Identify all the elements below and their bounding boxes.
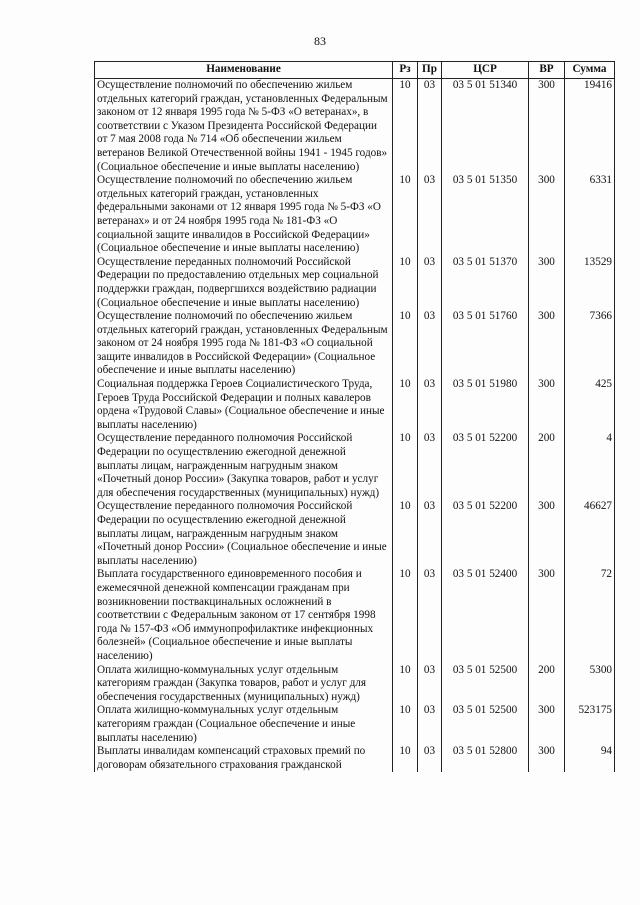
row-vr: 300 — [529, 310, 565, 378]
row-name: Осуществление переданного полномочия Российской Федерации по осуществлению ежегодной денежной выплаты лицам, награжденным нагрудным знаком «Почетный донор России» (Социальное обеспечение и иные выплаты населению) — [95, 500, 393, 568]
row-vr: 200 — [529, 432, 565, 500]
header-sum: Сумма — [565, 62, 615, 79]
row-name: Оплата жилищно-коммунальных услуг отдельным категориям граждан (Закупка товаров, работ и услуг для обеспечения государственных (муниципальных) нужд) — [95, 664, 393, 705]
row-sum: 13529 — [565, 256, 615, 310]
header-csr: ЦСР — [442, 62, 529, 79]
row-rz: 10 — [393, 745, 418, 772]
row-csr: 03 5 01 52800 — [442, 745, 529, 772]
row-pr: 03 — [418, 704, 442, 745]
row-sum: 7366 — [565, 310, 615, 378]
row-sum: 523175 — [565, 704, 615, 745]
table-row — [95, 174, 615, 256]
row-pr: 03 — [418, 432, 442, 500]
table-row — [95, 745, 615, 772]
row-sum: 46627 — [565, 500, 615, 568]
table-row — [95, 704, 615, 745]
row-csr: 03 5 01 51980 — [442, 378, 529, 432]
budget-table — [94, 61, 615, 772]
row-vr: 300 — [529, 174, 565, 256]
row-sum: 6331 — [565, 174, 615, 256]
row-pr: 03 — [418, 745, 442, 772]
row-name: Осуществление переданного полномочия Российской Федерации по осуществлению ежегодной денежной выплаты лицам, награжденным нагрудным знаком «Почетный донор России» (Закупка товаров, работ и услуг для обеспечения государственных (муниципальных) нужд) — [95, 432, 393, 500]
row-vr: 300 — [529, 704, 565, 745]
header-pr: Пр — [418, 62, 442, 79]
row-csr: 03 5 01 52400 — [442, 568, 529, 663]
row-rz: 10 — [393, 664, 418, 705]
row-sum: 94 — [565, 745, 615, 772]
row-vr: 300 — [529, 256, 565, 310]
row-vr: 300 — [529, 745, 565, 772]
row-csr: 03 5 01 51370 — [442, 256, 529, 310]
row-rz: 10 — [393, 256, 418, 310]
row-csr: 03 5 01 51760 — [442, 310, 529, 378]
header-vr: ВР — [529, 62, 565, 79]
row-pr: 03 — [418, 568, 442, 663]
table-row — [95, 310, 615, 378]
row-rz: 10 — [393, 79, 418, 175]
row-name: Выплаты инвалидам компенсаций страховых премий по договорам обязательного страхования гражданской — [95, 745, 393, 772]
row-name: Осуществление полномочий по обеспечению жильем отдельных категорий граждан, установленных Федеральным законом от 12 января 1995 года № 5-ФЗ «О ветеранах», в соответствии с Указом Президента Российской Федерации от 7 мая 2008 года № 714 «Об обеспечении жильем ветеранов Великой Отечественной войны 1941 - 1945 годов» (Социальное обеспечение и иные выплаты населению) — [95, 79, 393, 175]
row-rz: 10 — [393, 568, 418, 663]
table-row — [95, 664, 615, 705]
row-vr: 300 — [529, 500, 565, 568]
row-sum: 72 — [565, 568, 615, 663]
row-rz: 10 — [393, 432, 418, 500]
row-pr: 03 — [418, 664, 442, 705]
row-name: Выплата государственного единовременного пособия и ежемесячной денежной компенсации гражданам при возникновении поствакцинальных осложнений в соответствии с Федеральным законом от 17 сентября 1998 года № 157-ФЗ «Об иммунопрофилактике инфекционных болезней» (Социальное обеспечение и иные выплаты населению) — [95, 568, 393, 663]
page-number: 83 — [314, 34, 326, 48]
row-pr: 03 — [418, 79, 442, 175]
row-pr: 03 — [418, 256, 442, 310]
row-pr: 03 — [418, 310, 442, 378]
row-sum: 19416 — [565, 79, 615, 175]
row-rz: 10 — [393, 500, 418, 568]
row-rz: 10 — [393, 174, 418, 256]
row-name: Осуществление переданных полномочий Российской Федерации по предоставлению отдельных мер социальной поддержки граждан, подвергшихся воздействию радиации (Социальное обеспечение и иные выплаты населению) — [95, 256, 393, 310]
row-rz: 10 — [393, 310, 418, 378]
row-sum: 4 — [565, 432, 615, 500]
row-vr: 300 — [529, 568, 565, 663]
header-name: Наименование — [95, 62, 393, 79]
row-rz: 10 — [393, 378, 418, 432]
table-row — [95, 79, 615, 175]
row-name: Осуществление полномочий по обеспечению жильем отдельных категорий граждан, установленных Федеральным законом от 24 ноября 1995 года № 181-ФЗ «О социальной защите инвалидов в Российской Федерации» (Социальное обеспечение и иные выплаты населению) — [95, 310, 393, 378]
row-vr: 300 — [529, 378, 565, 432]
row-csr: 03 5 01 52500 — [442, 704, 529, 745]
row-csr: 03 5 01 52200 — [442, 500, 529, 568]
row-name: Социальная поддержка Героев Социалистического Труда, Героев Труда Российской Федерации и полных кавалеров ордена «Трудовой Славы» (Социальное обеспечение и иные выплаты населению) — [95, 378, 393, 432]
row-sum: 425 — [565, 378, 615, 432]
row-csr: 03 5 01 51350 — [442, 174, 529, 256]
row-csr: 03 5 01 51340 — [442, 79, 529, 175]
row-pr: 03 — [418, 174, 442, 256]
row-name: Осуществление полномочий по обеспечению жильем отдельных категорий граждан, установленных федеральными законами от 12 января 1995 года № 5-ФЗ «О ветеранах» и от 24 ноября 1995 года № 181-ФЗ «О социальной защите инвалидов в Российской Федерации» (Социальное обеспечение и иные выплаты населению) — [95, 174, 393, 256]
row-name: Оплата жилищно-коммунальных услуг отдельным категориям граждан (Социальное обеспечение и иные выплаты населению) — [95, 704, 393, 745]
row-csr: 03 5 01 52200 — [442, 432, 529, 500]
row-pr: 03 — [418, 378, 442, 432]
table-row — [95, 378, 615, 432]
row-rz: 10 — [393, 704, 418, 745]
table-row — [95, 568, 615, 663]
header-rz: Рз — [393, 62, 418, 79]
row-pr: 03 — [418, 500, 442, 568]
table-row — [95, 256, 615, 310]
table-header-row — [95, 62, 615, 79]
row-sum: 5300 — [565, 664, 615, 705]
row-vr: 300 — [529, 79, 565, 175]
row-csr: 03 5 01 52500 — [442, 664, 529, 705]
table-row — [95, 432, 615, 500]
table-row — [95, 500, 615, 568]
row-vr: 200 — [529, 664, 565, 705]
